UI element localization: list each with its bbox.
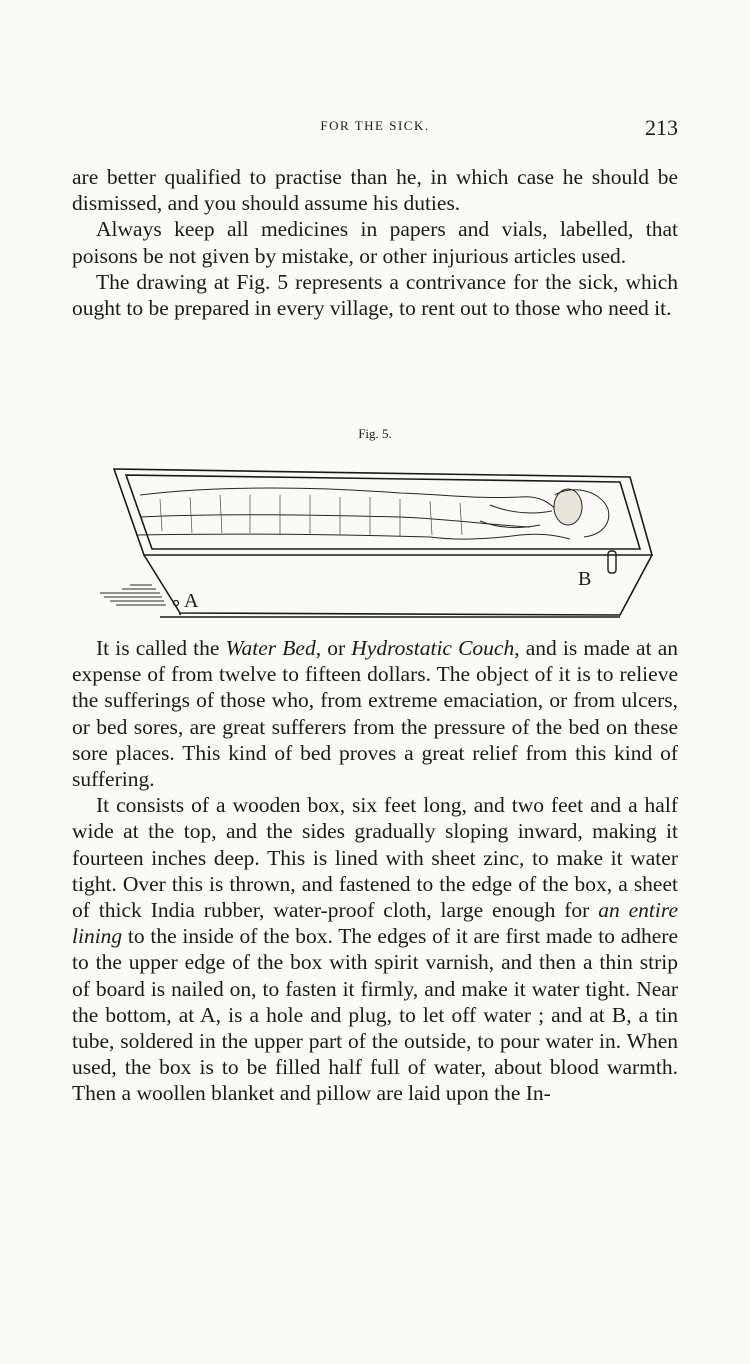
- running-head: [72, 115, 678, 148]
- p4-text-1: It is called the: [96, 636, 226, 660]
- label-b: B: [578, 568, 592, 590]
- water-bed-illustration: [100, 455, 660, 627]
- paragraph-construction: [72, 792, 678, 1106]
- fabric-folds: [160, 495, 462, 537]
- paragraph-medicines: Always keep all medicines in papers and vials, labelled, that poisons be not given by mistake, or other injurious articles used.: [72, 217, 678, 268]
- page-number: 213: [645, 115, 678, 140]
- text-block-top: [72, 164, 678, 321]
- p4-text-3: , and is made at an expense of from twelve to fifteen dollars. The object of it is to relieve the sufferings of those who, from extreme emaciation, or from ulcers, or bed sores, are great sufferers from the pressure of the bed on these sore places. This kind of bed proves a great relief from this kind of suffering.: [72, 636, 678, 792]
- p4-italic-water-bed: Water Bed: [225, 636, 316, 660]
- p5-text-1: It consists of a wooden box, six feet long, and two feet and a half wide at the top, and the sides gradually sloping inward, making it fourteen inches deep. This is lined with sheet zinc, to make it water tight. Over this is thrown, and fastened to the edge of the box, a sheet of thick India rubber, water-proof cloth, large enough for: [72, 793, 678, 923]
- p4-text-2: , or: [315, 636, 352, 660]
- figure-caption: Fig. 5.: [358, 426, 392, 441]
- p5-text-2: to the inside of the box. The edges of it are first made to adhere to the upper edge of the box with spirit varnish, and then a thin strip of board is nailed on, to fasten it firmly, and make it water tight. Near the bottom, at A, is a hole and plug, to let off water ; and at B, a tin tube, soldered in the upper part of the outside, to pour water in. When used, the box is to be filled half full of water, about blood warmth. Then a woollen blanket and pillow are laid upon the In-: [72, 924, 678, 1106]
- paragraph-continuation: are better qualified to practise than he, in which case he should be dismissed, and you should assume his duties.: [72, 165, 678, 216]
- label-a: A: [184, 590, 199, 612]
- paragraph-drawing: The drawing at Fig. 5 represents a contrivance for the sick, which ought to be prepared in every village, to rent out to those who need it.: [72, 269, 678, 321]
- paragraph-water-bed: [72, 635, 678, 792]
- floor-hatching: [100, 585, 166, 605]
- running-title: FOR THE SICK.: [320, 118, 430, 133]
- p4-italic-hydrostatic-couch: Hydrostatic Couch: [351, 636, 515, 660]
- reclining-figure: [136, 488, 609, 539]
- text-block-bottom: [72, 635, 678, 1107]
- p5-italic-entire-lining: an entire lining: [72, 898, 678, 949]
